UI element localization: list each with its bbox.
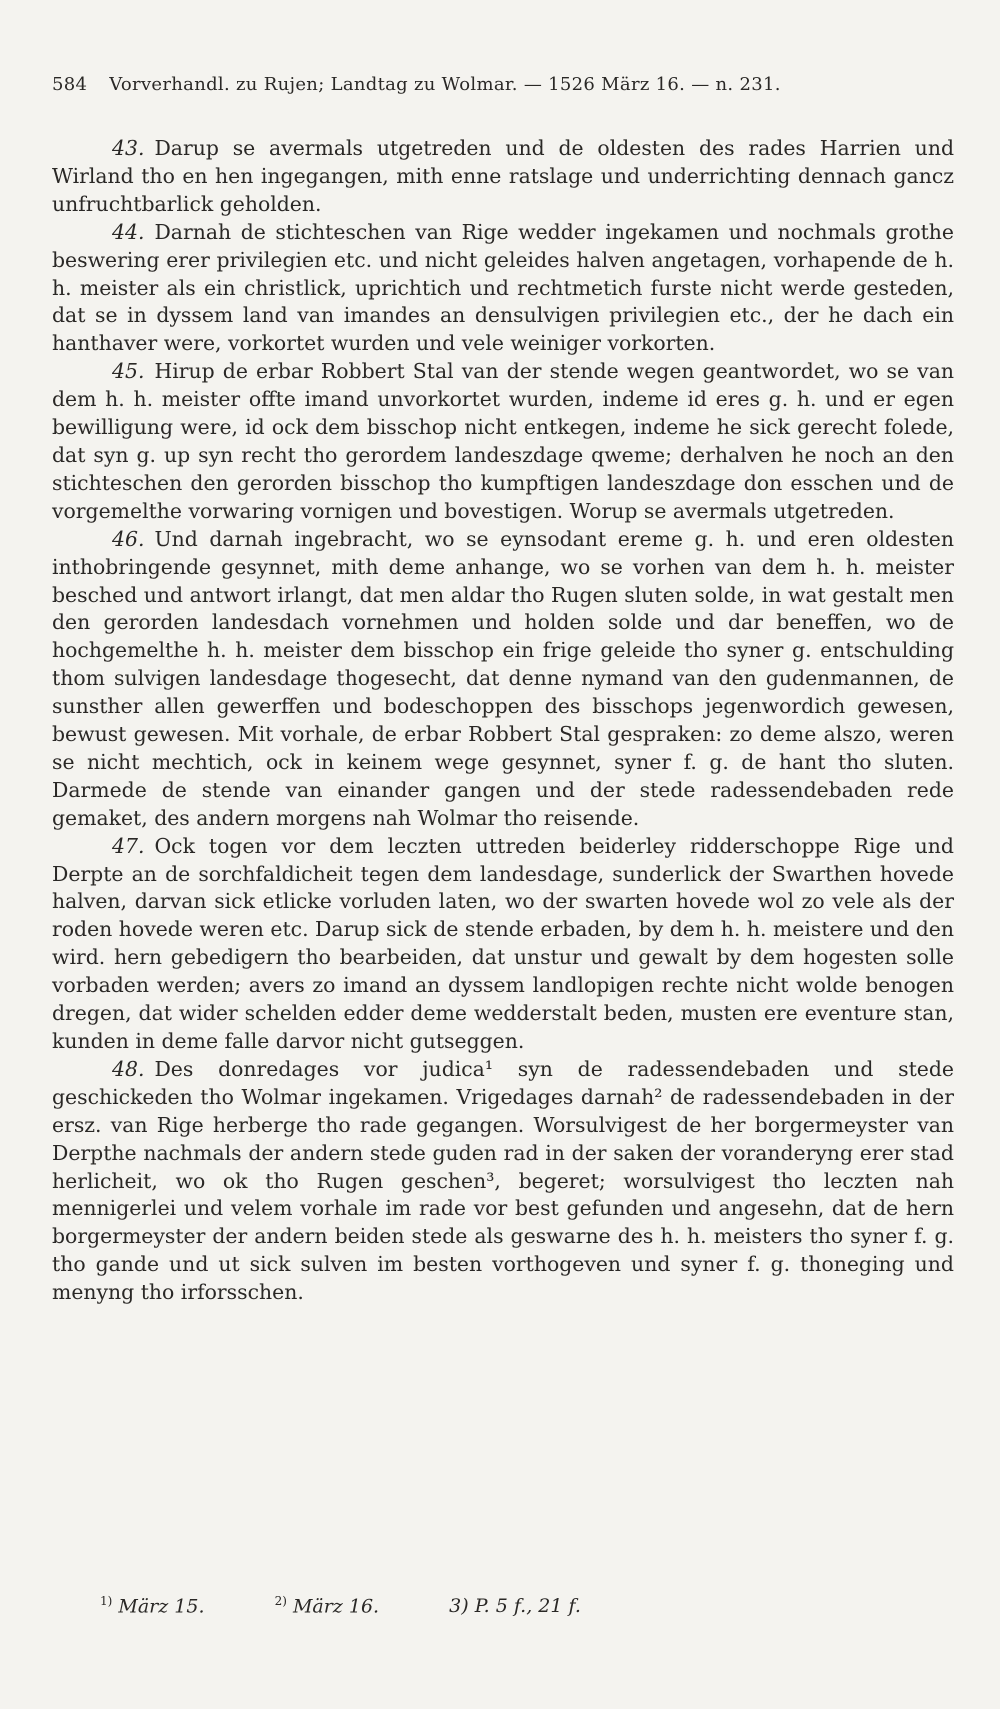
paragraph-46 <box>52 526 954 833</box>
paragraph-44 <box>52 219 954 359</box>
paragraph-text: Des donredages vor judica¹ syn de radessendebaden und stede geschickeden tho Wolmar ingekamen. Vrigedages darnah² de radessendebaden in der ersz. van Rige herberge tho rade gegangen. Worsulvigest de her borgermeyster van Derpthe nachmals der andern stede guden rad in der saken der voranderyng erer stad herlicheit, wo ok tho Rugen geschen³, begeret; worsulvigest tho leczten nah mennigerlei und velem vorhale im rade vor best gefunden und angesehn, dat de hern borgermeyster der andern beiden stede als geswarne des h. h. meisters tho syner f. g. tho gande und ut sick sulven im besten vorthogeven und syner f. g. thoneging und menyng tho irforsschen. <box>52 1056 954 1305</box>
paragraph-text: Hirup de erbar Robbert Stal van der stende wegen geantwordet, wo se van dem h. h. meister offte imand unvorkortet wurden, indeme id eres g. h. und er egen bewilligung were, id ock dem bisschop nicht entkegen, indeme he sick gerecht folede, dat syn g. up syn recht tho gerordem landeszdage qweme; derhalven he noch an den stichteschen den gerorden bisschop tho kumpftigen landeszdage don esschen und de vorgemelthe vorwaring vornigen und bovestigen. Worup se avermals utgetreden. <box>52 359 954 523</box>
paragraph-47 <box>52 833 954 1056</box>
running-title: Vorverhandl. zu Rujen; Landtag zu Wolmar. — 1526 März 16. — n. 231. <box>109 74 781 95</box>
paragraph-number: 47. <box>112 833 145 858</box>
paragraph-text: Und darnah ingebracht, wo se eynsodant ereme g. h. und eren oldesten inthobringende gesynnet, mith deme anhange, wo se vorhen van dem h. h. meister besched und antwort irlangt, dat men aldar tho Rugen sluten solde, in wat gestalt men den gerorden landesdach vornehmen und holden solde und dar beneffen, wo de hochgemelthe h. h. meister dem bisschop ein frige geleide tho syner g. entschulding thom sulvigen landesdage thogesecht, dat denne nymand van den gudenmannen, de sunsther allen gewerffen und bodeschoppen des bisschops jegenwordich gewesen, bewust gewesen. Mit vorhale, de erbar Robbert Stal gespraken: zo deme alszo, weren se nicht mechtich, ock in keinem wege gesynnet, syner f. g. de hant tho sluten. Darmede de stende van einander gangen und der stede radessendebaden rede gemaket, des andern morgens nah Wolmar tho reisende. <box>52 526 954 830</box>
paragraph-45 <box>52 358 954 525</box>
footnote-2 <box>275 1594 380 1617</box>
footnote-marker: 3) <box>449 1595 469 1618</box>
paragraph-number: 43. <box>112 136 145 160</box>
paragraph-number: 44. <box>112 219 145 244</box>
body-text <box>52 135 954 1307</box>
footnote-marker: 2) <box>274 1594 287 1608</box>
paragraph-number: 48. <box>112 1056 145 1081</box>
paragraph-48 <box>52 1056 954 1307</box>
paragraph-number: 45. <box>112 359 145 384</box>
footnote-marker: 1) <box>100 1594 113 1608</box>
footnote-text: März 15. <box>118 1595 205 1618</box>
footnote-text: März 16. <box>292 1595 380 1618</box>
footnote-3 <box>449 1595 581 1617</box>
page-number: 584 <box>52 74 88 95</box>
footnote-1 <box>100 1594 205 1617</box>
footnotes <box>100 1594 645 1617</box>
paragraph-number: 46. <box>112 526 145 551</box>
page-header <box>52 74 952 95</box>
footnote-text: P. 5 f., 21 f. <box>474 1595 581 1618</box>
paragraph-text: Darnah de stichteschen van Rige wedder ingekamen und nochmals grothe beswering erer privilegien etc. und nicht geleides halven angetagen, vorhapende de h. h. meister als ein christlick, uprichtich und rechtmetich furste nicht werde gesteden, dat se in dyssem land van imandes an densulvigen privilegien etc., der he dach ein hanthaver were, vorkortet wurden und vele weiniger vorkorten. <box>52 219 954 356</box>
paragraph-text: Darup se avermals utgetreden und de oldesten des rades Harrien und Wirland tho en hen ingegangen, mith enne ratslage und underrichting dennach gancz unfruchtbarlick geholden. <box>52 136 954 216</box>
paragraph-text: Ock togen vor dem leczten uttreden beiderley ridderschoppe Rige und Derpte an de sorchfaldicheit tegen dem landesdage, sunderlick der Swarthen hovede halven, darvan sick etlicke vorluden laten, wo der swarten hovede wol zo vele als der roden hovede weren etc. Darup sick de stende erbaden, by dem h. h. meistere und den wird. hern gebedigern tho bearbeiden, dat unstur und gewalt by dem hogesten solle vorbaden werden; avers zo imand an dyssem landlopigen rechte nicht wolde benogen dregen, dat wider schelden edder deme wedderstalt beden, musten ere eventure stan, kunden in deme falle darvor nicht gutseggen. <box>52 833 954 1053</box>
paragraph-43 <box>52 135 954 219</box>
